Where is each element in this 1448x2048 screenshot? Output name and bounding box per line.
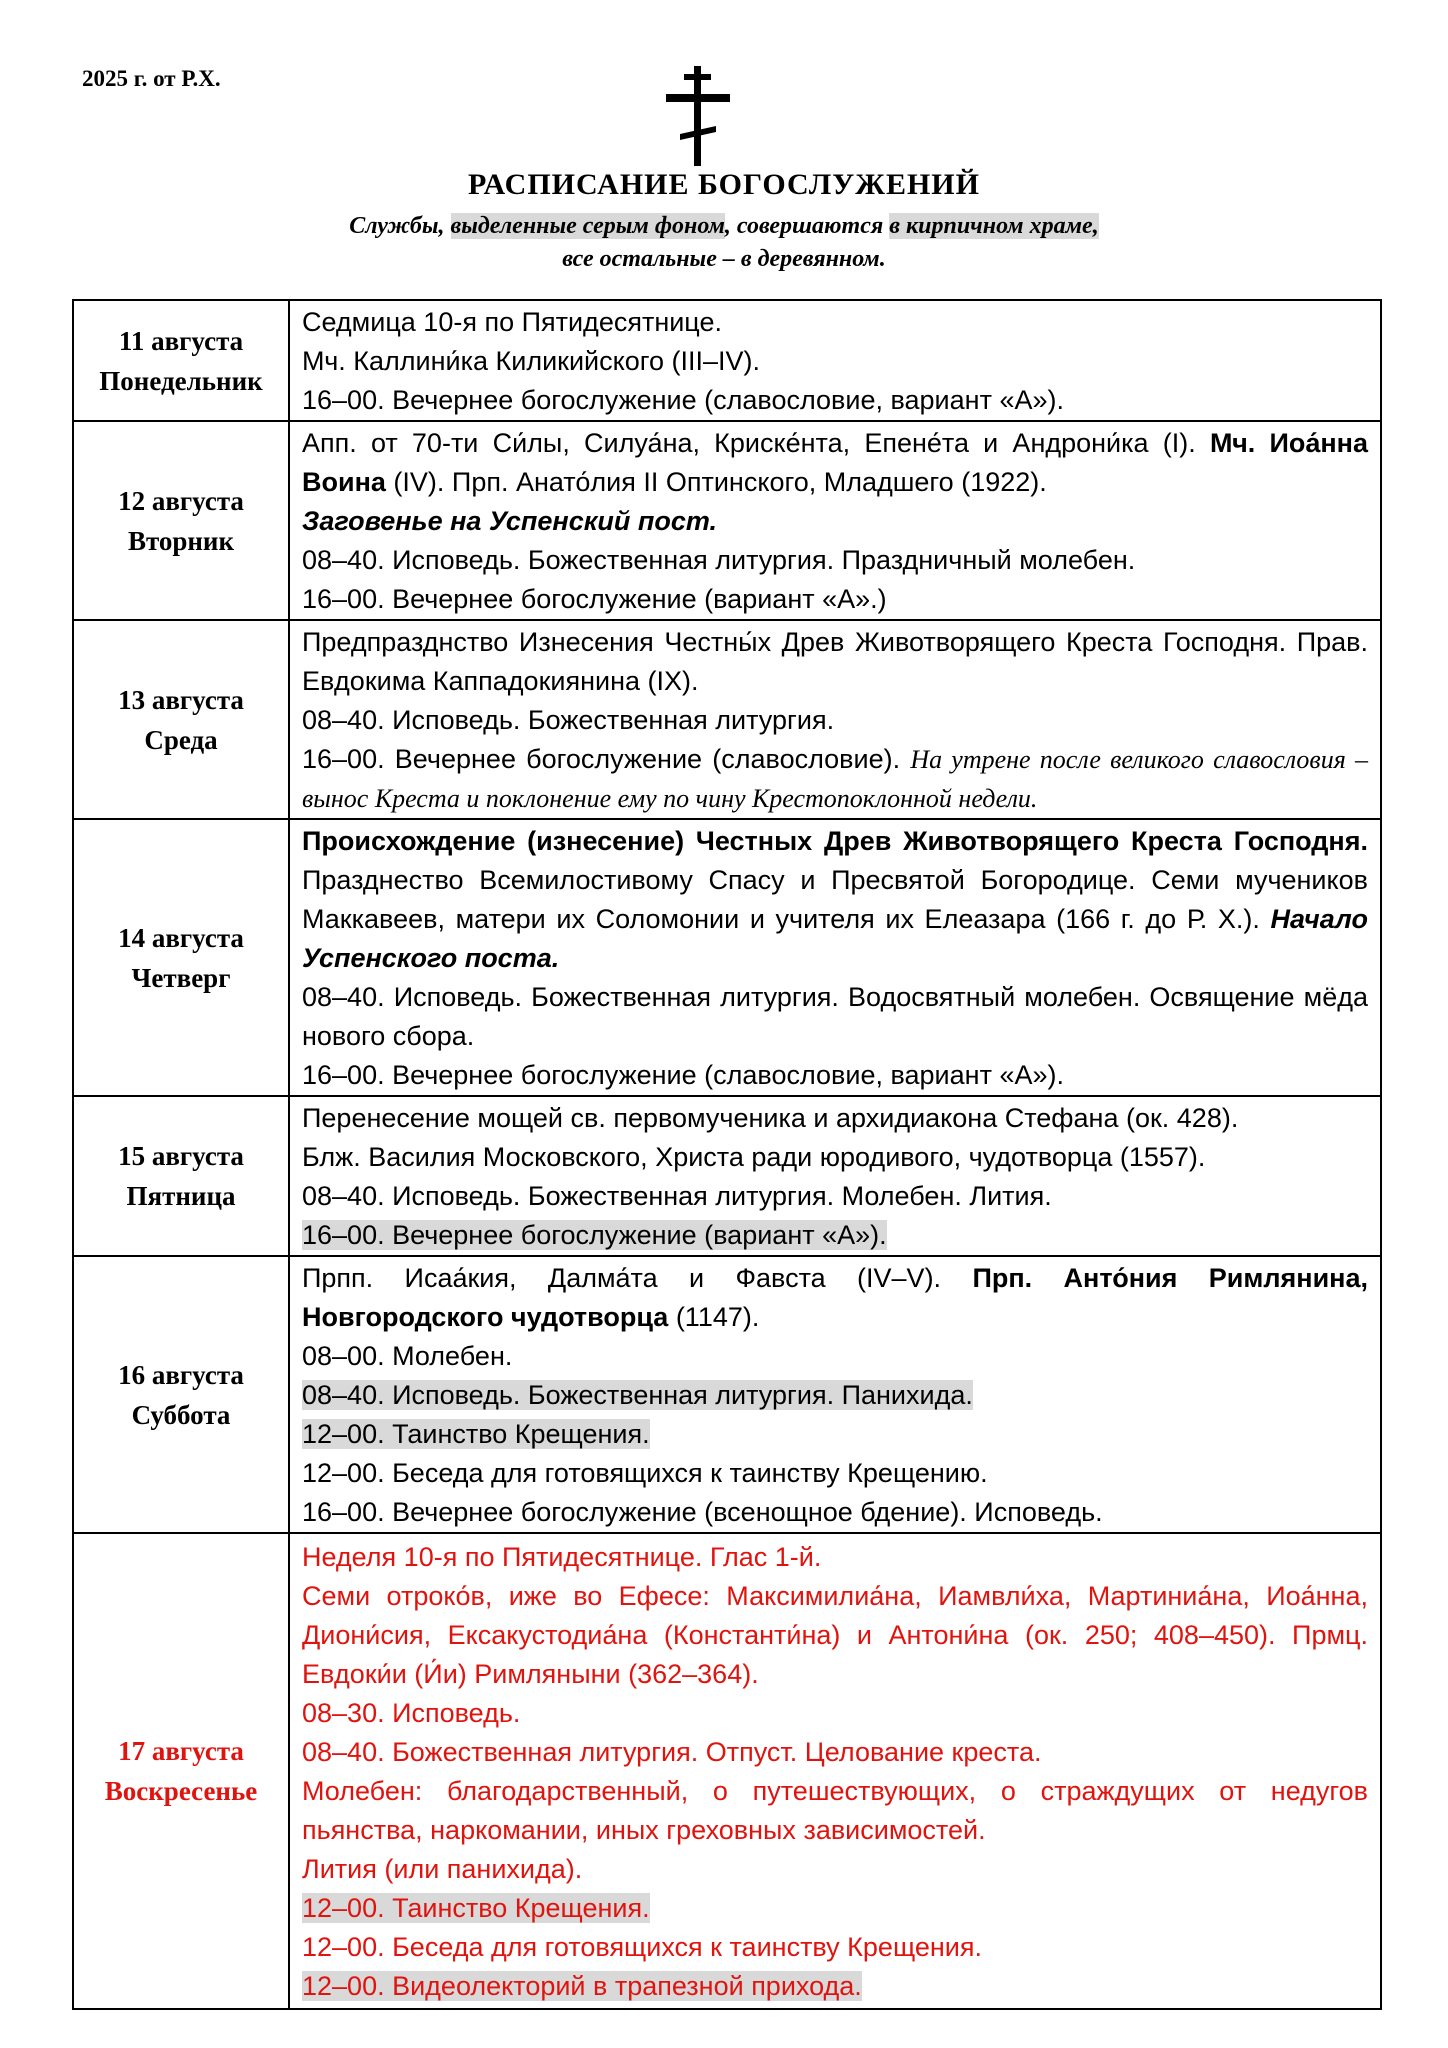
date-cell: 17 августа Воскресенье [73,1533,289,2009]
day-row [73,1256,1381,1533]
page-subtitle: Службы, выделенные серым фоном, совершаются в кирпичном храме, все остальные – в деревянном. [349,213,1099,272]
day-row-sunday [73,1533,1381,2009]
year-label: 2025 г. от Р.Х. [82,66,221,91]
services-cell: Неделя 10-я по Пятидесятнице. Глас 1-й. Семи отроко́в, иже во Ефесе: Максимилиа́на, Иамвли́ха, Мартиниа́на, Иоа́нна, Диони́сия, Ексакустодиа́на (Константи́на) и Антони́на (ок. 250; 408–450). Прмц. Евдоки́и (И́и) Римляныни (362–364). 08–30. Исповедь. 08–40. Божественная литургия. Отпуст. Целование креста. Молебен: благодарственный, о путешествующих, о страждущих от недугов пьянства, наркомании, иных греховных зависимостей. Лития (или панихида). 12–00. Таинство Крещения. 12–00. Беседа для готовящихся к таинству Крещения. 12–00. Видеолекторий в трапезной прихода. [289,1533,1381,2009]
date-cell: 16 августа Суббота [73,1256,289,1533]
services-cell: Апп. от 70-ти Си́лы, Силуа́на, Криске́нта, Епене́та и Андрони́ка (I). Мч. Иоа́нна Воина (IV). Прп. Анато́лия II Оптинского, Младшего (1922). Заговенье на Успенский пост. 08–40. Исповедь. Божественная литургия. Праздничный молебен. 16–00. Вечернее богослужение (вариант «А».) [289,421,1381,620]
day-row [73,819,1381,1096]
date-cell: 13 августа Среда [73,620,289,819]
date-cell: 14 августа Четверг [73,819,289,1096]
page-title: РАСПИСАНИЕ БОГОСЛУЖЕНИЙ [468,168,980,201]
day-row [73,300,1381,421]
day-row [73,1096,1381,1256]
date-cell: 12 августа Вторник [73,421,289,620]
day-row [73,421,1381,620]
date-cell: 15 августа Пятница [73,1096,289,1256]
services-cell: Предпразднство Изнесения Честны́х Древ Животворящего Креста Господня. Прав. Евдокима Каппадокиянина (IX). 08–40. Исповедь. Божественная литургия. 16–00. Вечернее богослужение (славословие). На утрене после великого славословия – вынос Креста и поклонение ему по чину Крестопоклонной недели. [289,620,1381,819]
services-cell: Происхождение (изнесение) Честных Древ Животворящего Креста Господня. Празднество Всемилостивому Спасу и Пресвятой Богородице. Семи мучеников Маккавеев, матери их Соломонии и учителя их Елеазара (166 г. до Р. Х.). Начало Успенского поста. 08–40. Исповедь. Божественная литургия. Водосвятный молебен. Освящение мёда нового сбора. 16–00. Вечернее богослужение (славословие, вариант «А»). [289,819,1381,1096]
date-cell: 11 августа Понедельник [73,300,289,421]
schedule-table [72,299,1382,2010]
orthodox-cross-icon [662,66,734,166]
services-cell: Прпп. Исаа́кия, Далма́та и Фавста (IV–V). Прп. Анто́ния Римлянина, Новгородского чудотворца (1147). 08–00. Молебен. 08–40. Исповедь. Божественная литургия. Панихида. 12–00. Таинство Крещения. 12–00. Беседа для готовящихся к таинству Крещению. 16–00. Вечернее богослужение (всенощное бдение). Исповедь. [289,1256,1381,1533]
services-cell: Седмица 10-я по Пятидесятнице. Мч. Каллини́ка Киликийского (III–IV). 16–00. Вечернее богослужение (славословие, вариант «А»). [289,300,1381,421]
services-cell: Перенесение мощей св. первомученика и архидиакона Стефана (ок. 428). Блж. Василия Московского, Христа ради юродивого, чудотворца (1557). 08–40. Исповедь. Божественная литургия. Молебен. Лития. 16–00. Вечернее богослужение (вариант «А»). [289,1096,1381,1256]
day-row [73,620,1381,819]
